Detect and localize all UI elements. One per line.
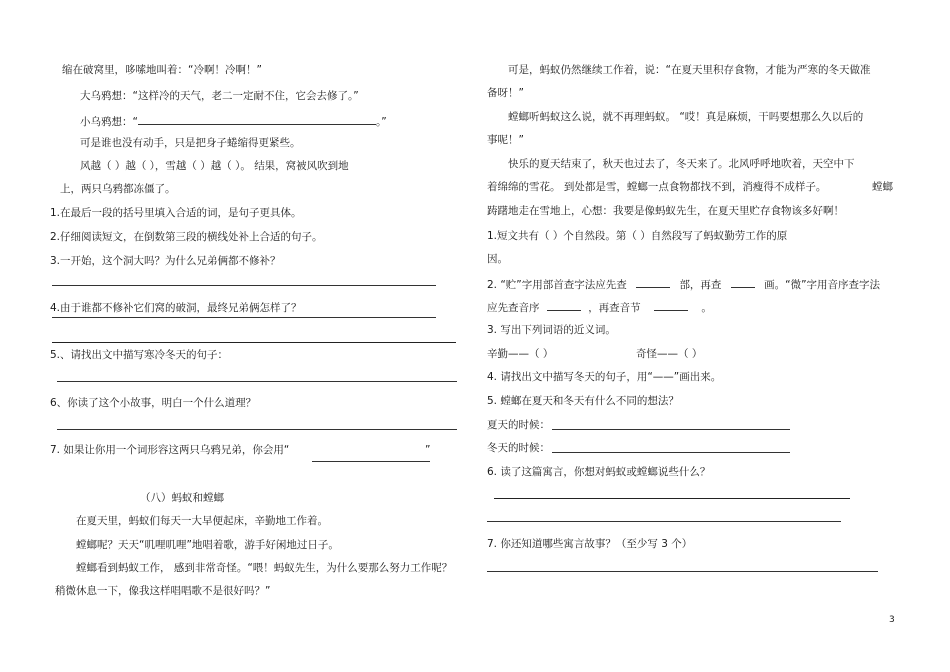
page-number: 3: [889, 615, 895, 625]
question-6: 6. 读了这篇寓言，你想对蚂蚁或螳螂说些什么？: [487, 466, 711, 478]
summer-label: 夏天的时候：: [487, 419, 550, 431]
synonym-item: 奇怪——（ ）: [636, 348, 703, 360]
answer-line[interactable]: [487, 521, 841, 522]
text-fragment: 部，再查: [679, 279, 722, 291]
text-line: 稍微休息一下，像我这样唱唱歌不是很好吗？”: [55, 585, 271, 597]
fill-in-blank[interactable]: [547, 299, 581, 311]
question-7: 7. 如果让你用一个词形容这两只乌鸦兄弟，你会用“: [50, 444, 290, 456]
text-line: 风越（ ）越（ ），雪越（ ）越（ ）。 结果，窝被风吹到地: [80, 160, 349, 172]
answer-line[interactable]: [494, 498, 850, 499]
question-5: 5. 螳螂在夏天和冬天有什么不同的想法？: [487, 395, 679, 407]
text-fragment: ，再查音节: [588, 302, 641, 314]
fill-in-blank[interactable]: [654, 299, 688, 311]
question-2: 2.仔细阅读短文，在倒数第三段的横线处补上合适的句子。: [50, 231, 323, 243]
answer-line[interactable]: [57, 429, 457, 430]
text-line: 上，两只乌鸦都冻僵了。: [60, 183, 176, 195]
question-4: 4. 请找出文中描写冬天的句子，用“——”画出来。: [487, 371, 722, 383]
question-1: 1.短文共有（ ）个自然段。第（ ）自然段写了蚂蚁勤劳工作的原: [487, 230, 788, 242]
text-line: 快乐的夏天结束了，秋天也过去了，冬天来了。北风呼呼地吹着，天空中下: [508, 158, 855, 170]
question-7: 7. 你还知道哪些寓言故事？（至少写 3 个）: [487, 538, 693, 550]
fill-in-blank[interactable]: [636, 276, 670, 288]
text-fragment: 小乌鸦想：“: [80, 116, 138, 128]
question-2-cont: [487, 299, 712, 315]
text-line: 大乌鸦想：“这样冷的天气，老二一定耐不住，它会去修了。”: [80, 90, 359, 102]
text-fragment: 螳螂: [872, 181, 893, 193]
text-fragment: 。: [701, 302, 712, 314]
text-fragment: 2. “贮”字用部首查字法应先查: [487, 279, 627, 291]
winter-label: 冬天的时候：: [487, 442, 550, 454]
text-line: 着绵绵的雪花。 到处都是雪，螳螂一点食物都找不到，消瘦得不成样子。: [487, 181, 827, 193]
text-line: 缩在破窝里，哆嗦地叫着：“冷啊！冷啊！”: [62, 64, 262, 76]
answer-line[interactable]: [552, 429, 790, 430]
question-4: 4.由于谁都不修补它们窝的破洞，最终兄弟俩怎样了？: [50, 302, 302, 314]
question-3: 3.一开始，这个洞大吗？为什么兄弟俩都不修补？: [50, 255, 281, 267]
question-1-cont: 因。: [487, 253, 508, 265]
text-line: 备呀！”: [487, 87, 524, 99]
question-2: [487, 276, 880, 292]
text-fragment: ”: [425, 444, 431, 456]
answer-line[interactable]: [487, 571, 878, 572]
text-line: 可是谁也没有动手，只是把身子蜷缩得更紧些。: [80, 137, 301, 149]
question-1: 1.在最后一段的括号里填入合适的词，是句子更具体。: [50, 207, 302, 219]
text-fragment: 画。“微”字用音序查字法: [764, 279, 881, 291]
synonym-item: 辛勤——（ ）: [487, 348, 554, 360]
text-line: 螳螂呢？天天“叽哩叽哩”地唱着歌，游手好闲地过日子。: [76, 539, 339, 551]
fill-in-blank[interactable]: [731, 276, 755, 288]
fill-in-blank[interactable]: [138, 113, 376, 125]
text-fragment: 应先查音序: [487, 302, 540, 314]
text-line: 踌躇地走在雪地上，心想：我要是像蚂蚁先生，在夏天里贮存食物该多好啊！: [487, 205, 844, 217]
question-6: 6、你读了这个小故事，明白一个什么道理？: [50, 397, 257, 409]
text-line: 可是，蚂蚁仍然继续工作着，说：“在夏天里积存食物，才能为严寒的冬天做准: [508, 64, 871, 76]
answer-line[interactable]: [312, 461, 430, 462]
text-line: [80, 113, 387, 129]
answer-line[interactable]: [57, 381, 457, 382]
question-5: 5.、请找出文中描写寒冷冬天的句子：: [50, 349, 229, 361]
text-fragment: 。”: [375, 116, 387, 128]
text-line: 螳螂看到蚂蚁工作， 感到非常奇怪。“喂！蚂蚁先生，为什么要那么努力工作呢？: [76, 562, 453, 574]
text-line: 螳螂听蚂蚁这么说，就不再理蚂蚁。 “哎！真是麻烦，干吗要想那么久以后的: [508, 111, 864, 123]
section-title: （八）蚂蚁和螳螂: [140, 492, 224, 504]
answer-line[interactable]: [52, 317, 436, 318]
answer-line[interactable]: [52, 342, 456, 343]
question-3: 3. 写出下列词语的近义词。: [487, 324, 616, 336]
answer-line[interactable]: [52, 285, 436, 286]
text-line: 事呢！”: [487, 134, 524, 146]
answer-line[interactable]: [552, 452, 790, 453]
text-line: 在夏天里，蚂蚁们每天一大早便起床，辛勤地工作着。: [76, 515, 328, 527]
